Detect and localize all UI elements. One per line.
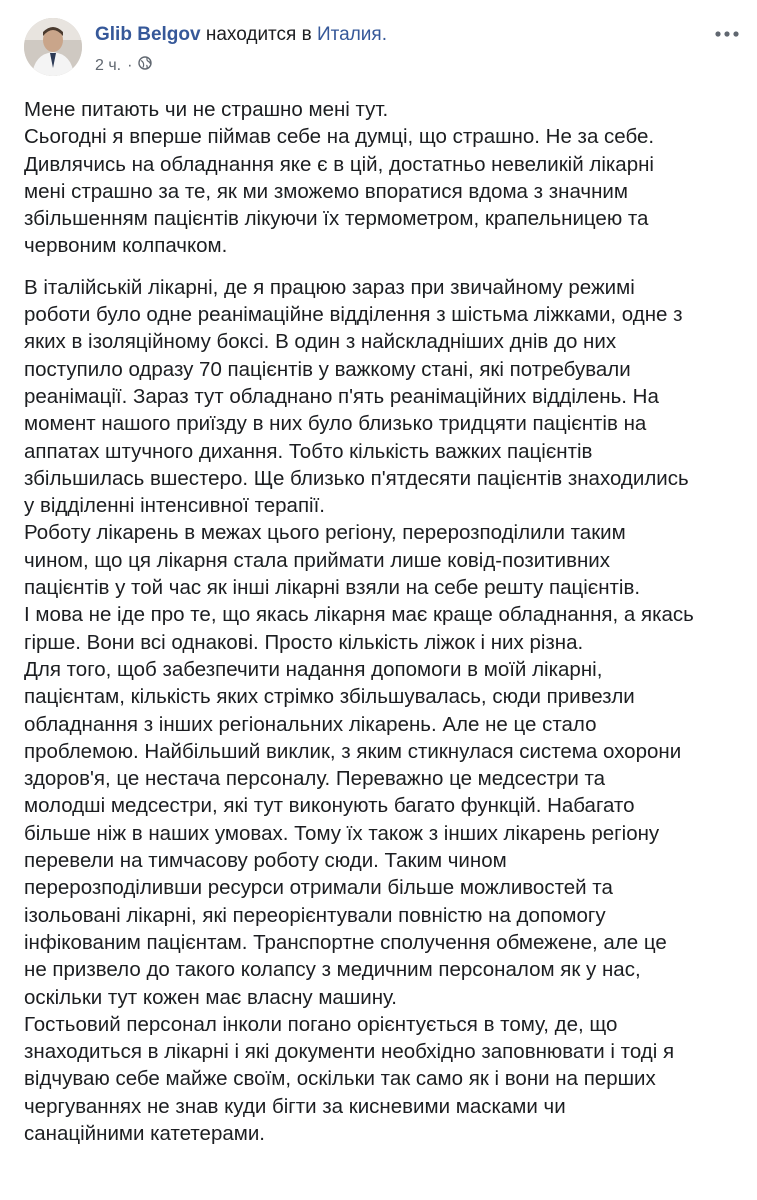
text-line: не призвело до такого колапсу з медичним персоналом як у нас, xyxy=(24,958,641,982)
text-line: більше ніж в наших умовах. Тому їх також з інших лікарень регіону xyxy=(24,821,660,845)
text-line: санаційними катетерами. xyxy=(24,1121,265,1145)
text-line: В італійській лікарні, де я працюю зараз при звичайному режимі xyxy=(24,275,635,299)
text-line: поступило одразу 70 пацієнтів у важкому стані, які потребували xyxy=(24,357,631,381)
text-line: Дивлячись на обладнання яке є в цій, достатньо невеликій лікарні xyxy=(24,152,654,176)
text-line: пацієнтів у той час як інші лікарні взяли на себе решту пацієнтів. xyxy=(24,576,641,600)
text-line: чином, що ця лікарня стала приймати лише ковід-позитивних xyxy=(24,548,610,572)
text-line: ізольовані лікарні, які переорієнтували повністю на допомогу xyxy=(24,903,606,927)
text-line: реанімації. Зараз тут обладнано п'ять реанімаційних відділень. На xyxy=(24,384,659,408)
text-line: чергуваннях не знав куди бігти за кисневими масками чи xyxy=(24,1094,566,1118)
text-line: проблемою. Найбільший виклик, з яким стикнулася система охорони xyxy=(24,739,682,763)
text-line: І мова не іде про те, що якась лікарня має краще обладнання, а якась xyxy=(24,603,694,627)
text-line: перерозподіливши ресурси отримали більше можливостей та xyxy=(24,876,613,900)
text-line: збільшилась вшестеро. Ще близько п'ятдесяти пацієнтів знаходились xyxy=(24,466,689,490)
text-line: молодші медсестри, які тут виконують багато функцій. Набагато xyxy=(24,794,635,818)
text-line: пацієнтам, кількість яких стрімко збільшувалась, сюди привезли xyxy=(24,685,635,709)
location-prefix: находится в xyxy=(205,24,312,45)
text-line: Роботу лікарень в межах цього регіону, перерозподілили таким xyxy=(24,521,626,545)
text-line: відчуваю себе майже своїм, оскільки так само як і вони на перших xyxy=(24,1067,656,1091)
avatar-photo xyxy=(24,18,82,76)
author-line xyxy=(95,24,387,46)
text-line: збільшенням пацієнтів лікуючи їх термометром, крапельницею та xyxy=(24,207,649,231)
text-line: у відділенні інтенсивної терапії. xyxy=(24,494,325,518)
text-line: момент нашого приїзду в них було близько тридцяти пацієнтів на xyxy=(24,412,647,436)
author-name[interactable]: Glib Belgov xyxy=(95,24,201,45)
text-line: знаходиться в лікарні і які документи необхідно заповнювати і тоді я xyxy=(24,1040,675,1064)
text-line: інфікованим пацієнтам. Транспортне сполучення обмежене, але це xyxy=(24,930,667,954)
timestamp[interactable]: 2 ч. xyxy=(95,56,122,74)
text-line: Сьогодні я вперше піймав себе на думці, що страшно. Не за себе. xyxy=(24,125,655,149)
text-line: здоров'я, це нестача персоналу. Переважно це медсестри та xyxy=(24,767,606,791)
text-line: червоним колпачком. xyxy=(24,234,228,258)
text-line: роботи було одне реанімаційне відділення з шістьма ліжками, одне з xyxy=(24,303,683,327)
ellipsis-icon[interactable] xyxy=(713,24,741,44)
text-line: Гостьовий персонал інколи погано орієнтується в тому, де, що xyxy=(24,1012,618,1036)
text-line: аппатах штучного дихання. Тобто кількість важких пацієнтів xyxy=(24,439,593,463)
paragraph-1 xyxy=(24,96,744,260)
text-line: оскільки тут кожен має власну машину. xyxy=(24,985,397,1009)
meta-separator: · xyxy=(127,56,133,74)
text-line: Для того, щоб забезпечити надання допомоги в моїй лікарні, xyxy=(24,657,603,681)
text-line: Мене питають чи не страшно мені тут. xyxy=(24,98,389,121)
post-body xyxy=(24,96,744,1161)
post-meta xyxy=(95,56,152,75)
text-line: яких в ізоляційному боксі. В один з найскладніших днів до них xyxy=(24,330,617,354)
text-line: мені страшно за те, як ми зможемо впоратися вдома з значним xyxy=(24,179,628,203)
globe-icon[interactable] xyxy=(138,56,152,75)
location-link[interactable]: Италия. xyxy=(317,24,387,45)
text-line: перевели на тимчасову роботу сюди. Таким чином xyxy=(24,849,507,873)
text-line: гірше. Вони всі однакові. Просто кількість ліжок і них різна. xyxy=(24,630,584,654)
avatar[interactable] xyxy=(24,18,82,76)
paragraph-2 xyxy=(24,274,744,1148)
text-line: обладнання з інших регіональних лікарень. Але не це стало xyxy=(24,712,597,736)
